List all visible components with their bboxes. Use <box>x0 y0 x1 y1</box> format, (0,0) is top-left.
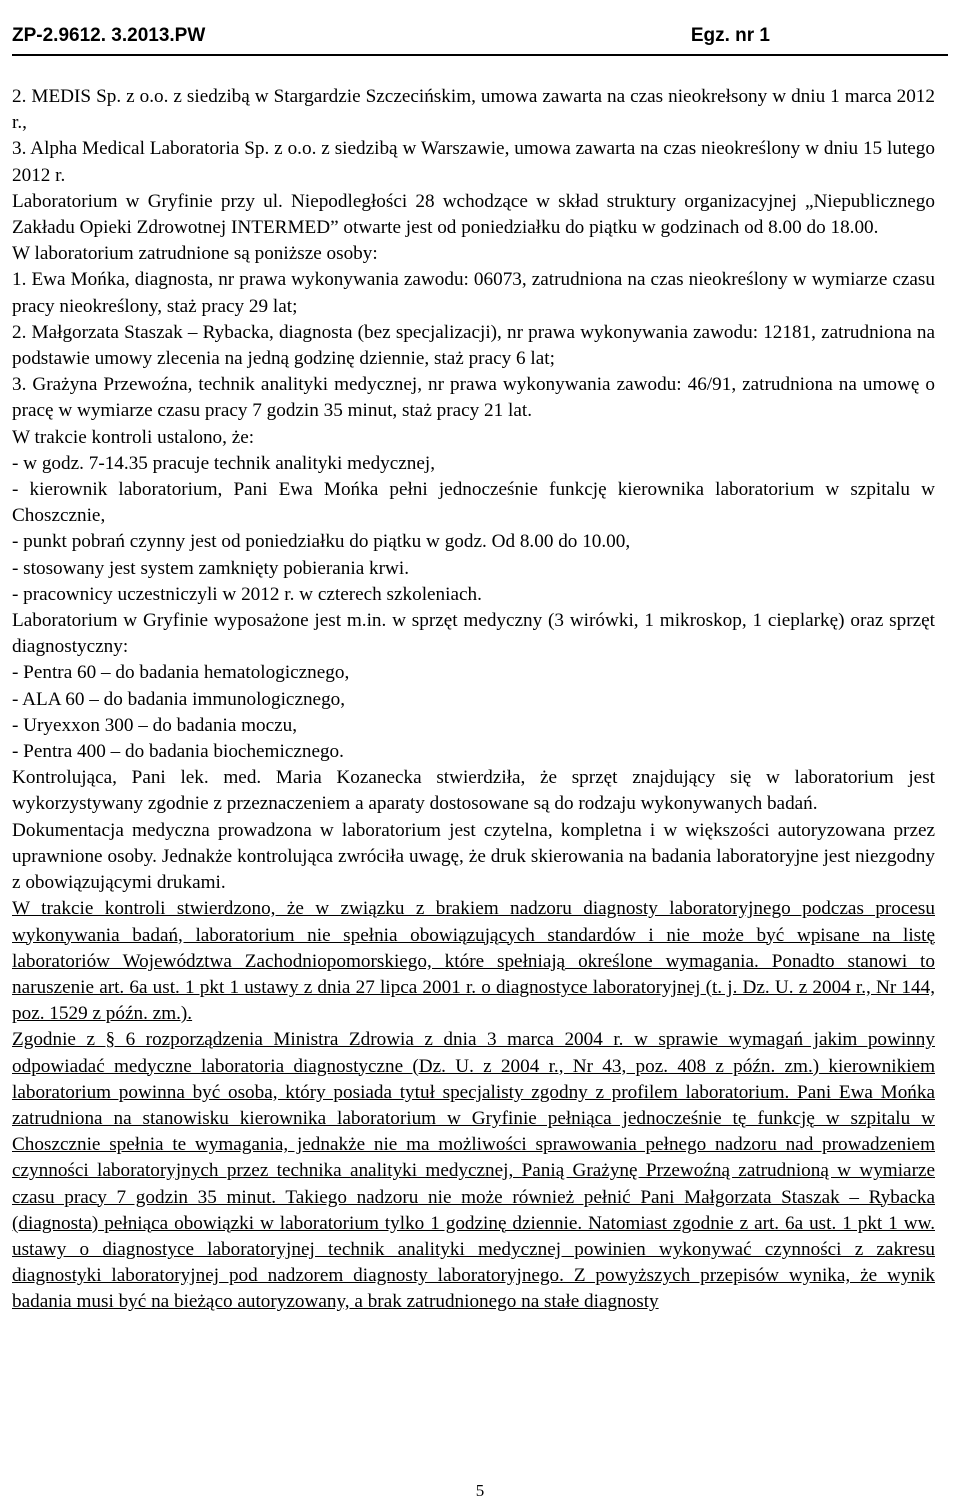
document-reference: ZP-2.9612. 3.2013.PW <box>12 25 206 46</box>
page-header <box>12 18 948 56</box>
finding-item: - punkt pobrań czynny jest od poniedziałku do piątku w godz. Od 8.00 do 10.00, <box>12 531 631 553</box>
paragraph-lab-gryfino: Laboratorium w Gryfinie przy ul. Niepodległości 28 wchodzące w skład struktury organizacyjnej „Niepublicznego Zakładu Opieki Zdrowotnej INTERMED” otwarte jest od poniedziałku do piątku w godzinach od 8.00 do 18.00. <box>12 190 935 239</box>
paragraph-inspector-statement: Kontrolująca, Pani lek. med. Maria Kozanecka stwierdziła, że sprzęt znajdujący się w laboratorium jest wykorzystywany zgodnie z przeznaczeniem a aparaty dostosowane są do rodzaju wykonywanych badań. <box>12 767 935 815</box>
paragraph-documentation: Dokumentacja medyczna prowadzona w laboratorium jest czytelna, kompletna i w większości autoryzowana przez uprawnione osoby. Jednakże kontrolująca zwróciła uwagę, że druk skierowania na badania laboratoryjne jest niezgodny z obowiązującymi drukami. <box>12 819 935 894</box>
page-number: 5 <box>475 1481 485 1500</box>
paragraph-findings-intro: W trakcie kontroli ustalono, że: <box>12 426 255 448</box>
paragraph-lab-medis: 2. MEDIS Sp. z o.o. z siedzibą w Stargardzie Szczecińskim, umowa zawarta na czas nieokrełsony w dniu 1 marca 2012 r., <box>12 86 935 134</box>
paragraph-regulation: Zgodnie z § 6 rozporządzenia Ministra Zdrowia z dnia 3 marca 2004 r. w sprawie wymagań jakim powinny odpowiadać medyczne laboratoria diagnostyczne (Dz. U. z 2004 r., Nr 43, poz. 408 z późn. zm.) kierownikiem laboratorium powinna być osoba, który posiada tytuł specjalisty zgodny z profilem laboratorium. Pani Ewa Mońka zatrudniona na stanowisku kierownika laboratorium w Gryfinie pełniąca jednocześnie tę funkcję w szpitalu w Choszcznie spełnia te wymagania, jednakże nie ma możliwości sprawowania pełnego nadzoru nad prowadzeniem czynności laboratoryjnych przez technika analityki medycznej, Panią Grażynę Przewoźną zatrudnioną w wymiarze czasu pracy 7 godzin 35 minut. Takiego nadzoru nie może również pełnić Pani Małgorzata Staszak – Rybacka (diagnosta) pełniąca obowiązki w laboratorium tylko 1 godzinę dziennie. Natomiast zgodnie z art. 6a ust. 1 pkt 1 ww. ustawy o diagnostyce laboratoryjnej technik analityki medycznej powinien wykonywać czynności z zakresu diagnostyki laboratoryjnej pod nadzorem diagnosty laboratoryjnego. Z powyższych przepisów wynika, że wynik badania musi być na bieżąco autoryzowany, a brak zatrudnionego na stałe diagnosty <box>12 1029 935 1313</box>
equipment-item: - Pentra 400 – do badania biochemicznego. <box>12 741 344 763</box>
paragraph-staff-2: 2. Małgorzata Staszak – Rybacka, diagnosta (bez specjalizacji), nr prawa wykonywania zawodu: 12181, zatrudniona na podstawie umowy zlecenia na jedną godzinę dziennie, staż pracy 6 lat; <box>12 321 935 370</box>
finding-item: - pracownicy uczestniczyli w 2012 r. w czterech szkoleniach. <box>12 583 482 605</box>
paragraph-staff-1: 1. Ewa Mońka, diagnosta, nr prawa wykonywania zawodu: 06073, zatrudniona na czas nieokreślony w wymiarze czasu pracy nieokreślony, staż pracy 29 lat; <box>12 269 935 317</box>
paragraph-staff-3: 3. Grażyna Przewoźna, technik analityki medycznej, nr prawa wykonywania zawodu: 46/91, zatrudniona na umowę o pracę w wymiarze czasu pracy 7 godzin 35 minut, staż pracy 21 lat. <box>12 374 935 422</box>
finding-item: - kierownik laboratorium, Pani Ewa Mońka pełni jednocześnie funkcję kierownika laboratorium w szpitalu w Choszcznie, <box>12 479 935 527</box>
copy-number: Egz. nr 1 <box>690 25 770 46</box>
finding-item: - stosowany jest system zamknięty pobierania krwi. <box>12 557 409 579</box>
finding-item: - w godz. 7-14.35 pracuje technik analityki medycznej, <box>12 452 436 474</box>
paragraph-violation: W trakcie kontroli stwierdzono, że w związku z brakiem nadzoru diagnosty laboratoryjnego podczas procesu wykonywania badań, laboratorium nie spełnia obowiązujących standardów i nie może być wpisane na listę laboratoriów Województwa Zachodniopomorskiego, które spełniają określone wymagania. Ponadto stanowi to naruszenie art. 6a ust. 1 pkt 1 ustawy z dnia 27 lipca 2001 r. o diagnostyce laboratoryjnej (t. j. Dz. U. z 2004 r., Nr 144, poz. 1529 z późn. zm.). <box>12 898 935 1025</box>
equipment-item: - Pentra 60 – do badania hematologicznego, <box>12 662 350 684</box>
equipment-item: - ALA 60 – do badania immunologicznego, <box>12 688 346 710</box>
document-body <box>12 84 935 1316</box>
paragraph-equipment: Laboratorium w Gryfinie wyposażone jest m.in. w sprzęt medyczny (3 wirówki, 1 mikroskop, 1 cieplarkę) oraz sprzęt diagnostyczny: <box>12 610 935 658</box>
equipment-item: - Uryexxon 300 – do badania moczu, <box>12 714 298 736</box>
paragraph-lab-alpha: 3. Alpha Medical Laboratoria Sp. z o.o. z siedzibą w Warszawie, umowa zawarta na czas nieokreślony w dniu 15 lutego 2012 r. <box>12 138 935 186</box>
paragraph-staff-intro: W laboratorium zatrudnione są poniższe osoby: <box>12 243 378 265</box>
